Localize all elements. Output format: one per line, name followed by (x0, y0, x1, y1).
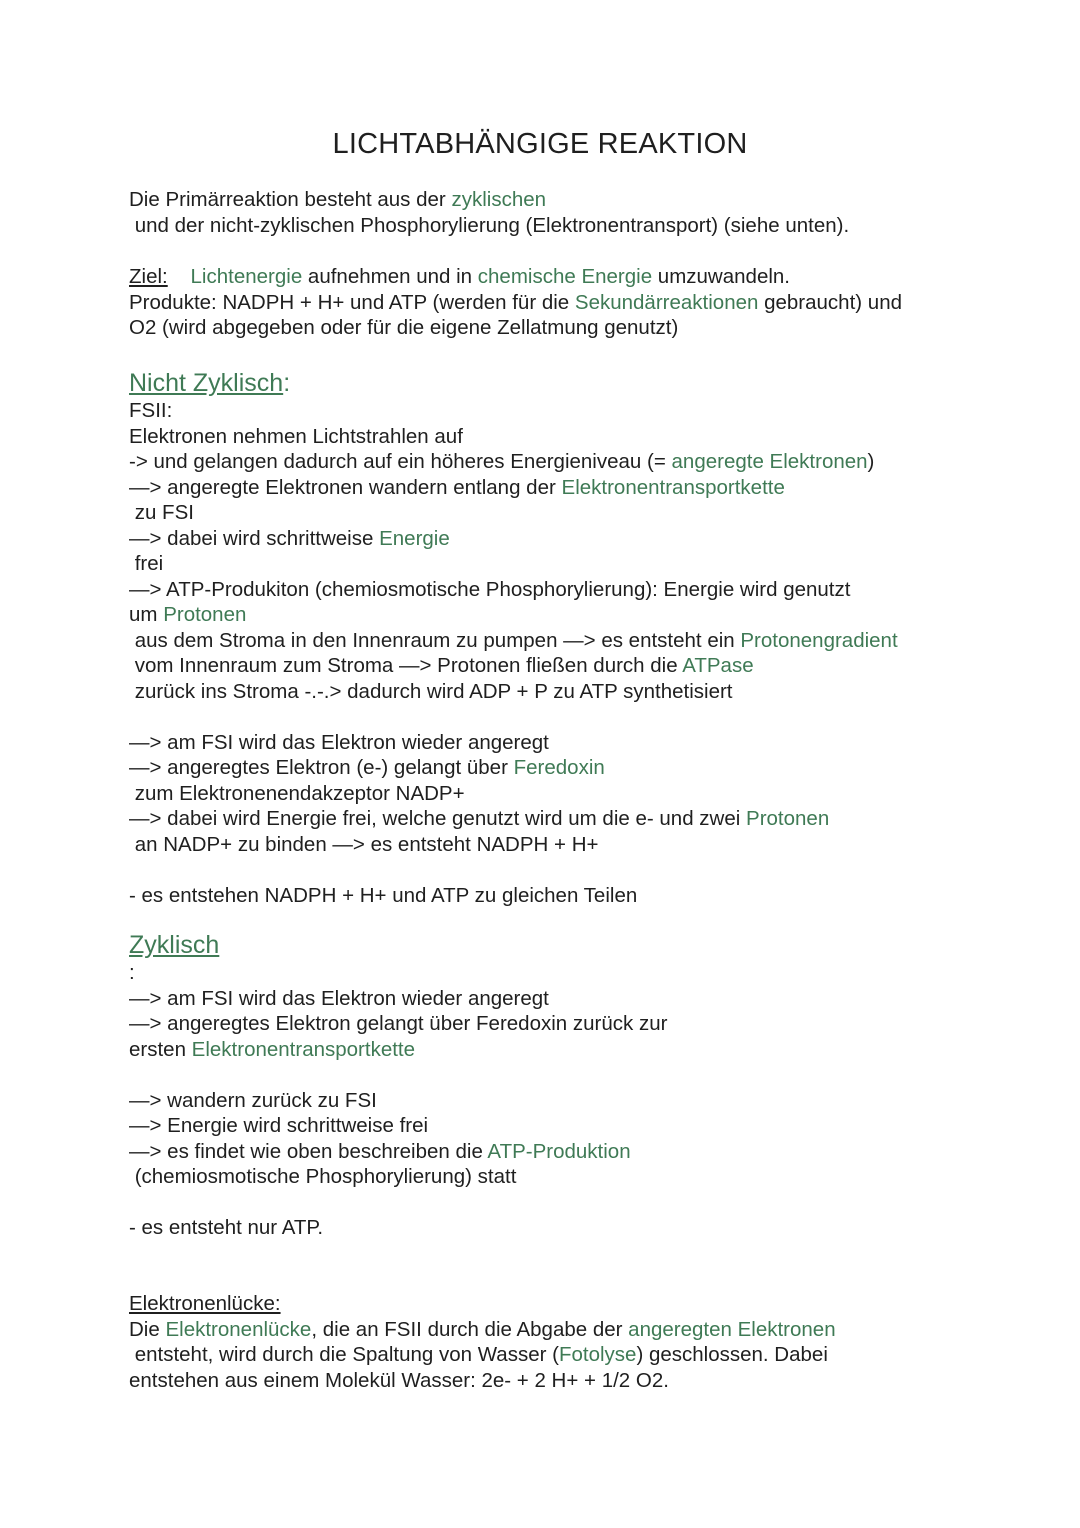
text-run: -> und gelangen dadurch auf ein höheres Energieniveau (= (129, 450, 672, 473)
highlighted-term: Protonen (163, 603, 247, 626)
text-line (129, 1139, 1009, 1165)
text-line (129, 315, 1009, 341)
text-run: —> dabei wird Energie frei, welche genutzt wird um die e- und zwei (129, 807, 747, 830)
text-run: frei (129, 552, 164, 575)
text-run: aufnehmen und in (302, 265, 478, 288)
text-run: FSII: (129, 399, 173, 422)
text-run: zu FSI (129, 501, 194, 524)
text-run: zum Elektronenendakzeptor NADP+ (129, 781, 465, 805)
text-line (129, 424, 1009, 450)
heading-elektronenluecke (129, 1291, 1009, 1317)
highlighted-term: Protonen (746, 807, 830, 830)
highlighted-term: Sekundärreaktionen (574, 290, 759, 314)
text-run: - es entsteht nur ATP. (129, 1216, 324, 1239)
text-run: umzuwandeln. (652, 265, 790, 288)
highlighted-term: ATPase (682, 654, 754, 677)
text-line (129, 781, 1009, 807)
heading-nicht-zyklisch: Nicht Zyklisch (129, 369, 284, 397)
text-run: - es entstehen NADPH + H+ und ATP zu gleichen Teilen (129, 883, 638, 907)
text-line (129, 1317, 1009, 1343)
highlighted-term: Protonengradient (740, 628, 898, 652)
highlighted-term: Elektronentransportkette (191, 1037, 416, 1061)
text-line (129, 577, 1009, 603)
highlighted-term: zyklischen (451, 188, 547, 211)
text-run: Produkte: NADPH + H+ und ATP (werden für die (129, 290, 575, 314)
text-line (129, 857, 1009, 883)
section-heading-nicht-zyklisch (129, 368, 1009, 398)
goal-paragraph (129, 264, 1009, 341)
text-run: vom Innenraum zum Stroma —> Protonen fließen durch die (129, 654, 683, 677)
highlighted-term: angeregte Elektronen (671, 450, 868, 473)
text-run: und der nicht-zyklischen Phosphorylierung (Elektronentransport) (siehe unten). (129, 213, 850, 237)
text-line (129, 1164, 1009, 1190)
text-line (129, 1342, 1009, 1368)
text-line (129, 1113, 1009, 1139)
section-heading-zyklisch (129, 930, 1009, 960)
text-line (129, 1215, 1009, 1241)
text-run: —> Energie wird schrittweise frei (129, 1114, 429, 1137)
text-line (129, 986, 1009, 1012)
heading-elektronenluecke-text: Elektronenlücke: (129, 1292, 281, 1315)
text-run: —> ATP-Produkiton (chemiosmotische Phosphorylierung): Energie wird genutzt (129, 577, 851, 601)
text-run: : (129, 961, 135, 984)
highlighted-term: Elektronentransportkette (561, 475, 785, 499)
text-run: Elektronen nehmen Lichtstrahlen auf (129, 424, 463, 448)
text-line (129, 290, 1009, 316)
text-line (129, 500, 1009, 526)
text-line (129, 475, 1009, 501)
text-run: gebraucht) und (758, 290, 903, 314)
text-run: , die an FSII durch die Abgabe der (311, 1317, 629, 1341)
highlighted-term: Elektronenlücke (165, 1317, 312, 1341)
highlighted-term: Feredoxin (513, 756, 605, 779)
text-run: (chemiosmotische Phosphorylierung) statt (129, 1165, 517, 1188)
text-run: ) geschlossen. Dabei (636, 1343, 828, 1366)
intro-paragraph (129, 187, 1009, 238)
text-line (129, 449, 1009, 475)
text-run: —> am FSI wird das Elektron wieder angeregt (129, 986, 549, 1010)
text-run: Ziel: (129, 265, 168, 288)
section-zyklisch (129, 930, 1009, 1241)
highlighted-term: chemische Energie (477, 265, 653, 288)
heading-suffix: : (283, 369, 291, 397)
text-run: Die Primärreaktion besteht aus der (129, 188, 452, 211)
section-nicht-zyklisch (129, 368, 1009, 908)
text-line (129, 1368, 1009, 1394)
highlighted-term: Fotolyse (558, 1343, 637, 1366)
text-line (129, 602, 1009, 628)
text-run: —> am FSI wird das Elektron wieder angeregt (129, 730, 549, 754)
text-run: O2 (wird abgegeben oder für die eigene Zellatmung genutzt) (129, 316, 679, 339)
text-line (129, 806, 1009, 832)
zyklisch-body (129, 960, 1009, 1241)
elektronenluecke-body (129, 1317, 1009, 1394)
text-run: —> angeregte Elektronen wandern entlang der (129, 475, 562, 499)
text-line (129, 526, 1009, 552)
text-line (129, 398, 1009, 424)
text-run: —> angeregtes Elektron gelangt über Feredoxin zurück zur (129, 1012, 668, 1035)
highlighted-term: ATP-Produktion (487, 1139, 631, 1163)
text-line (129, 1011, 1009, 1037)
text-run: entsteht, wird durch die Spaltung von Wasser ( (129, 1343, 559, 1366)
text-line (129, 1062, 1009, 1088)
text-run: —> wandern zurück zu FSI (129, 1088, 377, 1112)
text-run: —> angeregtes Elektron (e-) gelangt über (129, 756, 514, 779)
text-line (129, 1190, 1009, 1216)
text-line (129, 730, 1009, 756)
page-title: LICHTABHÄNGIGE REAKTION (332, 128, 748, 160)
text-line (129, 883, 1009, 909)
text-run: zurück ins Stroma -.-.> dadurch wird ADP + P zu ATP synthetisiert (129, 679, 733, 703)
text-line (129, 755, 1009, 781)
text-line (129, 628, 1009, 654)
text-line (129, 213, 1009, 239)
text-run (168, 265, 191, 288)
text-line (129, 832, 1009, 858)
text-line (129, 653, 1009, 679)
text-run: an NADP+ zu binden —> es entsteht NADPH + H+ (129, 832, 599, 856)
text-run: entstehen aus einem Molekül Wasser: 2e- + 2 H+ + 1/2 O2. (129, 1368, 669, 1392)
text-line (129, 1088, 1009, 1114)
nicht-zyklisch-body (129, 398, 1009, 908)
text-run: ) (867, 450, 875, 473)
text-line (129, 679, 1009, 705)
text-line (129, 187, 1009, 213)
text-line (129, 551, 1009, 577)
section-elektronenluecke (129, 1291, 1009, 1393)
text-line (129, 1037, 1009, 1063)
text-run: —> dabei wird schrittweise (129, 526, 380, 550)
text-run: Die (129, 1317, 166, 1341)
heading-zyklisch: Zyklisch (129, 931, 220, 959)
text-run: aus dem Stroma in den Innenraum zu pumpen —> es entsteht ein (129, 628, 741, 652)
highlighted-term: Energie (379, 526, 450, 550)
highlighted-term: Lichtenergie (190, 265, 303, 288)
text-run: um (129, 603, 164, 626)
text-line (129, 704, 1009, 730)
highlighted-term: angeregten Elektronen (628, 1317, 836, 1341)
text-run: —> es findet wie oben beschreiben die (129, 1139, 488, 1163)
text-run: ersten (129, 1037, 192, 1061)
text-line (129, 960, 1009, 986)
text-line (129, 264, 1009, 290)
